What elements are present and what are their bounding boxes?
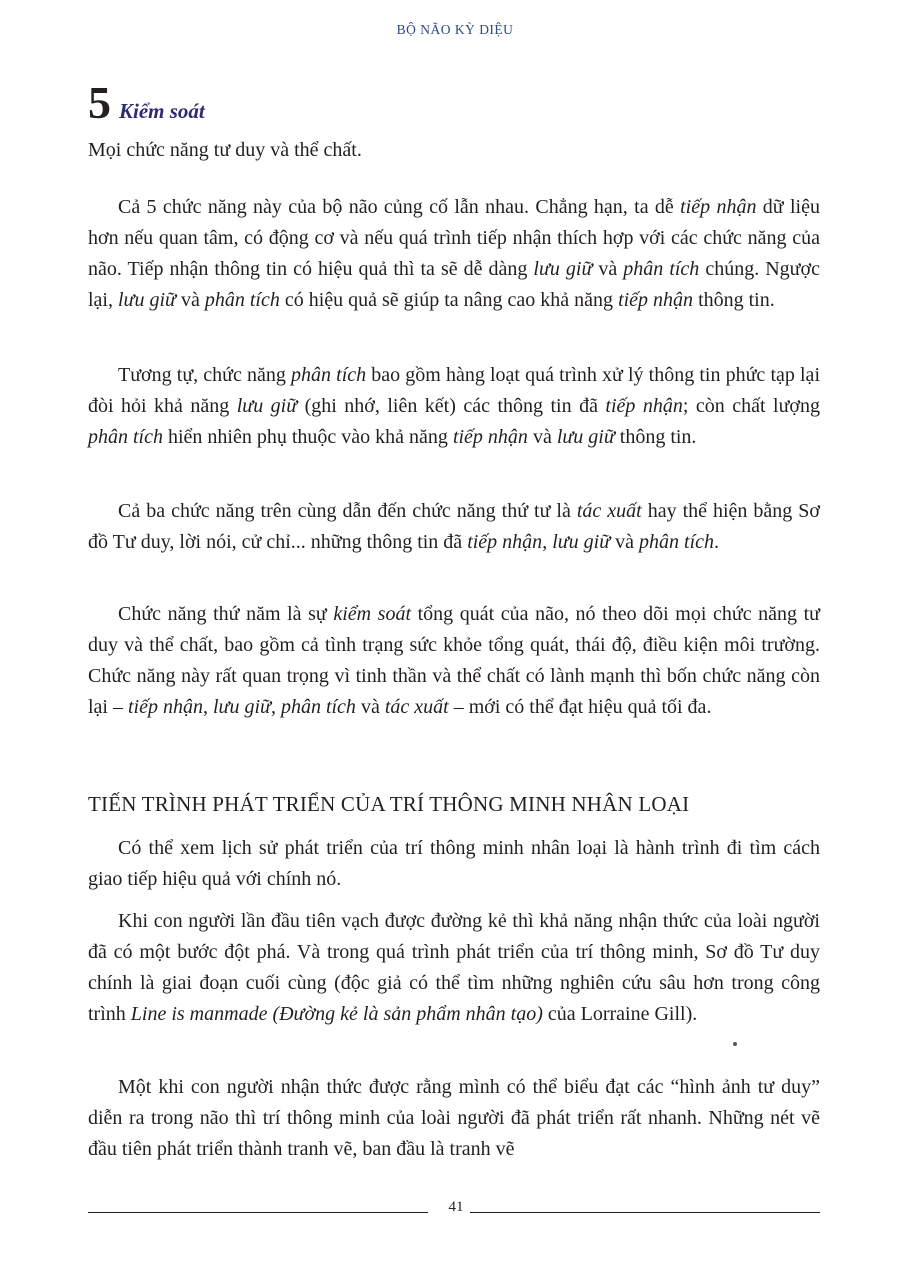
italic-term: tiếp nhận [128, 696, 203, 718]
text-run: , [542, 531, 553, 553]
text-run: , [203, 696, 213, 718]
text-run: có hiệu quả sẽ giúp ta nâng cao khả năng [279, 289, 619, 311]
section-heading-2: TIẾN TRÌNH PHÁT TRIỂN CỦA TRÍ THÔNG MINH NHÂN LOẠI [88, 792, 690, 816]
text-run: hiển nhiên phụ thuộc vào khả năng [163, 426, 453, 448]
italic-term: phân tích [88, 426, 163, 448]
paragraph-7 [88, 1072, 820, 1165]
text-run: Chức năng thứ năm là sự [118, 603, 334, 625]
text-run: Khi con người lần đầu tiên vạch được đường kẻ thì khả năng nhận thức của loài người đã có một bước đột phá. Và trong quá trình phát triển của trí thông minh, Sơ đồ Tư duy chính là giai đoạn cuối cùng (độc giả có thể tìm những nghiên cứu sâu hơn trong công trình [88, 910, 820, 1025]
italic-term: phân tích [623, 258, 700, 280]
italic-term: Line is manmade (Đường kẻ là sản phẩm nhân tạo) [130, 1003, 543, 1025]
text-run: chúng. Ngược lại, [88, 258, 820, 311]
italic-term: phân tích [204, 289, 280, 311]
running-header: BỘ NÃO KỲ DIỆU [396, 22, 514, 37]
speck-mark [733, 1042, 737, 1046]
italic-term: tác xuất [576, 500, 642, 522]
text-run: thông tin. [614, 426, 697, 448]
italic-term: phân tích [280, 696, 356, 718]
italic-term: phân tích [639, 531, 715, 553]
section-title: Kiểm soát [119, 99, 205, 123]
italic-term: tiếp nhận [467, 531, 543, 553]
paragraph-1 [88, 192, 820, 316]
text-run: thông tin. [693, 289, 775, 311]
italic-term: tiếp nhận [452, 426, 528, 448]
paragraph-4 [88, 599, 820, 723]
paragraph-3 [88, 496, 820, 558]
italic-term: lưu giữ [533, 258, 593, 280]
text-run: và [610, 531, 640, 553]
italic-term: tiếp nhận [605, 395, 683, 417]
italic-term: lưu giữ [118, 289, 176, 311]
text-run: tổng quát của não, nó theo dõi mọi chức năng tư duy và thể chất, bao gồm cả tình trạng sức khỏe tổng quát, thái độ, điều kiện môi trường. Chức năng này rất quan trọng vì tinh thần và thể chất có lành mạnh thì bốn chức năng còn lại – [88, 603, 821, 718]
italic-term: tác xuất [384, 696, 449, 718]
text-run: Cả 5 chức năng này của bộ não củng cố lẫn nhau. Chẳng hạn, ta dễ [118, 196, 681, 218]
italic-term: lưu giữ [556, 426, 615, 448]
section-heading [88, 77, 205, 128]
text-run: Có thể xem lịch sử phát triển của trí thông minh nhân loại là hành trình đi tìm cách giao tiếp hiệu quả với chính nó. [88, 837, 820, 890]
text-run: (ghi nhớ, liên kết) các thông tin đã [297, 395, 606, 417]
text-run: . [714, 531, 720, 553]
page-number: 41 [448, 1199, 464, 1215]
footer-rule-right [470, 1212, 820, 1213]
text-run: – mới có thể đạt hiệu quả tối đa. [448, 696, 712, 718]
text-run: bao gồm hàng loạt quá trình xử lý thông tin phức tạp lại đòi hỏi khả năng [88, 364, 820, 417]
text-run: Cả ba chức năng trên cùng dẫn đến chức năng thứ tư là [118, 500, 577, 522]
footer-rule-left [88, 1212, 428, 1213]
text-run: hay thể hiện bằng Sơ đồ Tư duy, lời nói, cử chỉ... những thông tin đã [88, 500, 820, 553]
section-number: 5 [88, 77, 111, 128]
italic-term: lưu giữ [552, 531, 611, 553]
paragraph-2 [88, 360, 820, 453]
italic-term: lưu giữ [236, 395, 298, 417]
section-subtitle: Mọi chức năng tư duy và thể chất. [88, 139, 362, 161]
italic-term: phân tích [291, 364, 367, 386]
paragraph-5 [88, 833, 820, 895]
text-run: , [270, 696, 281, 718]
text-run: ; còn chất lượng [682, 395, 821, 417]
italic-term: kiểm soát [333, 603, 412, 625]
italic-term: tiếp nhận [618, 289, 694, 311]
text-run: và [527, 426, 557, 448]
text-run: và [175, 289, 205, 311]
text-run: và [355, 696, 385, 718]
text-run: Một khi con người nhận thức được rằng mình có thể biểu đạt các “hình ảnh tư duy” diễn ra trong não thì trí thông minh của loài người đã phát triển rất nhanh. Những nét vẽ đầu tiên phát triển thành tranh vẽ, ban đầu là tranh vẽ [88, 1076, 820, 1160]
text-run: của Lorraine Gill). [542, 1003, 698, 1025]
text-run: và [592, 258, 624, 280]
italic-term: tiếp nhận [680, 196, 757, 218]
text-run: Tương tự, chức năng [118, 364, 292, 386]
paragraph-6 [88, 906, 820, 1030]
italic-term: lưu giữ [213, 696, 271, 718]
text-run: dữ liệu hơn nếu quan tâm, có động cơ và nếu quá trình tiếp nhận thích hợp với các chức năng của não. Tiếp nhận thông tin có hiệu quả thì ta sẽ dễ dàng [88, 196, 820, 280]
